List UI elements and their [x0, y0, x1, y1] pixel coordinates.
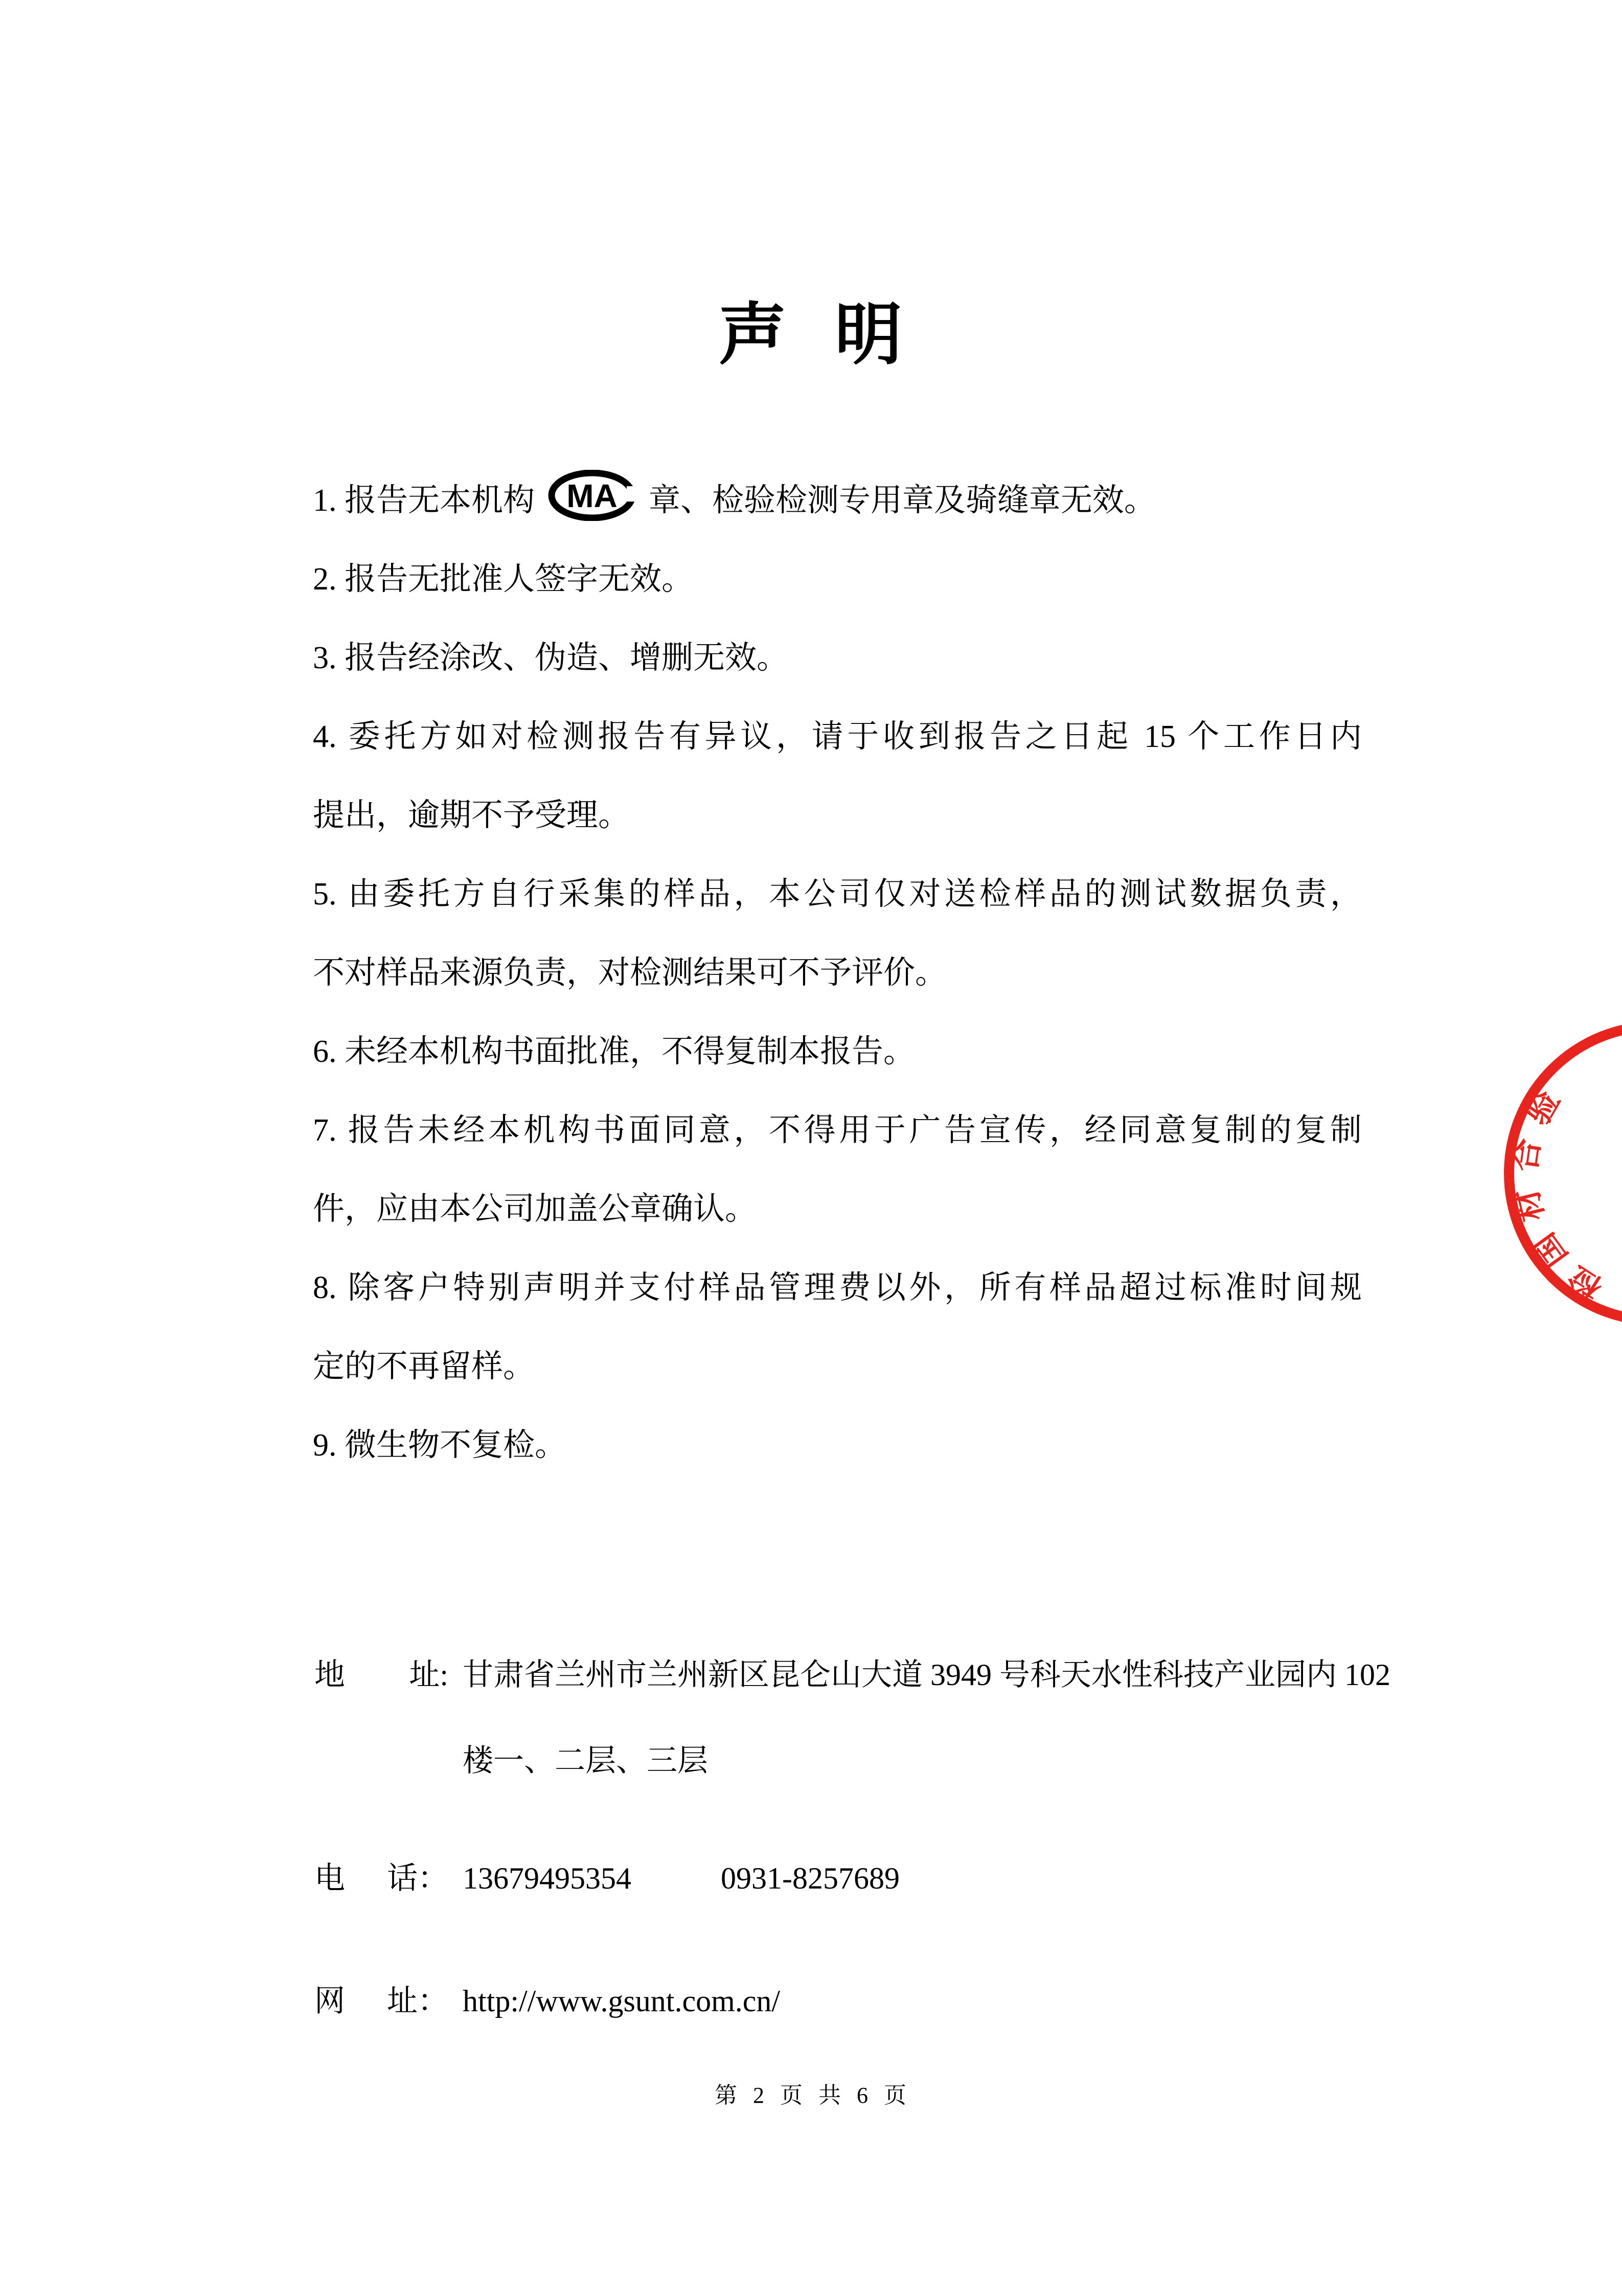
- address-label: [314, 1656, 448, 1693]
- address-label-char2: 址:: [409, 1658, 448, 1692]
- address-line1: 甘肃省兰州市兰州新区昆仑山大道 3949 号科天水性科技产业园内 102: [463, 1658, 1390, 1692]
- statement-item-line: 提出，逾期不予受理。: [313, 798, 630, 833]
- address-row: [314, 1656, 1390, 1693]
- company-seal-stamp: [1503, 1015, 1622, 1339]
- statement-item-line: 5. 由委托方自行采集的样品，本公司仅对送检样品的测试数据负责，: [313, 877, 1362, 912]
- website-label-char1: 网: [314, 1984, 345, 2018]
- phone-number-1: 13679495354: [463, 1861, 631, 1895]
- address-line2: 楼一、二层、三层: [463, 1744, 708, 1778]
- statement-item-line: 不对样品来源负责，对检测结果可不予评价。: [313, 956, 947, 990]
- website-label-char2: 址：: [387, 1984, 448, 2018]
- cma-mark-icon: [548, 470, 636, 521]
- seal-char: 合: [1506, 1136, 1547, 1174]
- statement-item-line: 定的不再留样。: [313, 1349, 535, 1384]
- page-number: 第 2 页 共 6 页: [715, 2083, 907, 2108]
- seal-char: 国: [1525, 1226, 1575, 1275]
- website-label: [314, 1983, 448, 2019]
- statement-item-line: [313, 461, 1362, 540]
- statement-list: [313, 461, 1362, 1485]
- statement-item-line: 2. 报告无批准人签字无效。: [313, 562, 694, 597]
- statement-item-line: 3. 报告经涂改、伪造、增删无效。: [313, 641, 789, 675]
- phone-label-char2: 话：: [387, 1861, 448, 1895]
- page-title: 声 明: [719, 298, 903, 373]
- seal-char: 验: [1519, 1084, 1567, 1131]
- phone-number-2: 0931-8257689: [721, 1861, 900, 1895]
- seal-char: 检: [1561, 1259, 1609, 1308]
- phone-row: [314, 1860, 900, 1897]
- phone-label: [314, 1860, 448, 1897]
- statement-item-line: 9. 微生物不复检。: [313, 1428, 567, 1463]
- svg-text:MA: MA: [566, 478, 618, 514]
- address-label-char1: 地: [314, 1658, 345, 1692]
- seal-arc-icon: [1503, 1015, 1622, 1339]
- website-url: http://www.gsunt.com.cn/: [463, 1984, 781, 2018]
- statement-text: 章、检验检测专用章及骑缝章无效。: [649, 483, 1156, 518]
- seal-char: 材: [1507, 1185, 1551, 1225]
- phone-label-char1: 电: [314, 1861, 345, 1895]
- statement-item-line: 8. 除客户特别声明并支付样品管理费以外，所有样品超过标准时间规: [313, 1270, 1362, 1305]
- statement-item-line: 6. 未经本机构书面批准，不得复制本报告。: [313, 1034, 916, 1069]
- statement-text: 1. 报告无本机构: [313, 483, 535, 518]
- statement-item-line: 4. 委托方如对检测报告有异议，请于收到报告之日起 15 个工作日内: [313, 719, 1362, 754]
- statement-item-line: 件，应由本公司加盖公章确认。: [313, 1192, 757, 1226]
- website-row: [314, 1983, 780, 2019]
- statement-item-line: 7. 报告未经本机构书面同意，不得用于广告宣传，经同意复制的复制: [313, 1113, 1362, 1148]
